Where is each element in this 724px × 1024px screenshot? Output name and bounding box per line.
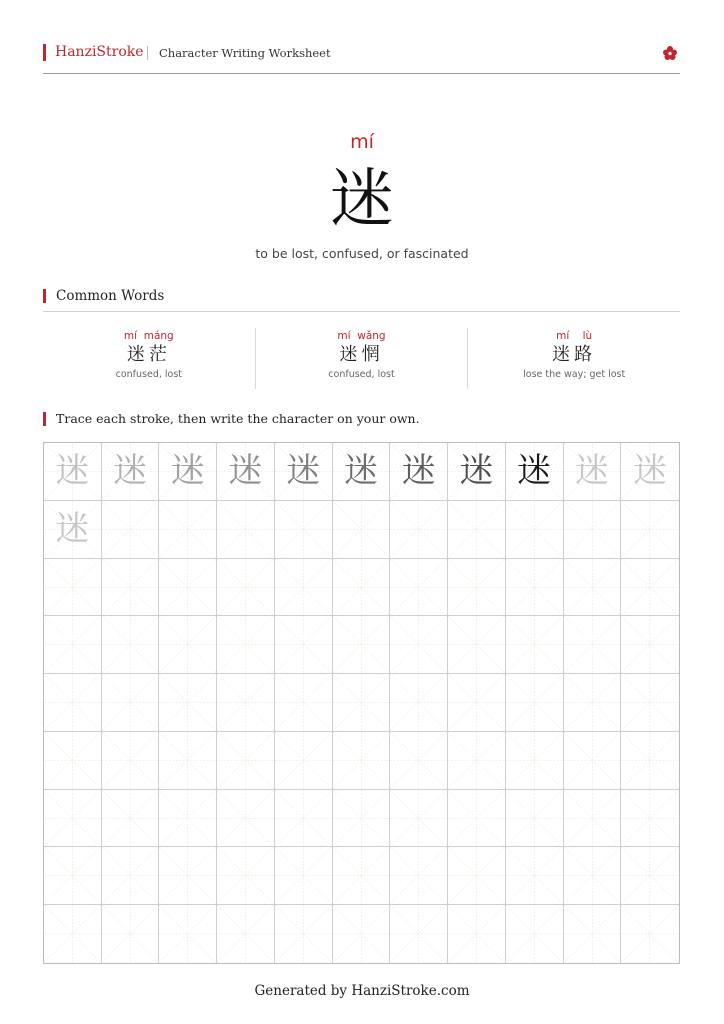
practice-cell[interactable] [44, 443, 102, 501]
stroke-order-step: 迷 [401, 451, 436, 492]
word-item [468, 328, 680, 389]
practice-cell[interactable] [564, 674, 622, 732]
practice-cell[interactable] [102, 905, 160, 963]
word-hanzi: 迷惘 [339, 344, 384, 365]
practice-cell[interactable] [275, 443, 333, 501]
practice-cell[interactable] [275, 501, 333, 559]
practice-cell[interactable] [333, 790, 391, 848]
practice-instruction: Trace each stroke, then write the character on your own. [56, 411, 420, 426]
stroke-order-step: 迷 [459, 451, 494, 492]
practice-cell[interactable] [159, 790, 217, 848]
practice-cell[interactable] [621, 732, 679, 790]
practice-cell[interactable] [506, 674, 564, 732]
practice-cell[interactable] [275, 790, 333, 848]
practice-cell[interactable] [506, 905, 564, 963]
practice-cell[interactable] [564, 847, 622, 905]
practice-cell[interactable] [506, 501, 564, 559]
practice-cell[interactable] [159, 501, 217, 559]
footer-credit: Generated by HanziStroke.com [254, 983, 470, 999]
practice-cell[interactable] [506, 443, 564, 501]
word-pinyin: mí lù [556, 330, 593, 342]
word-meaning: confused, lost [328, 369, 395, 380]
practice-cell[interactable] [44, 847, 102, 905]
trace-character: 迷 [55, 509, 90, 550]
section-divider [43, 311, 680, 312]
common-words-title: Common Words [56, 288, 165, 304]
stroke-order-step: 迷 [55, 451, 90, 492]
plum-blossom-icon [662, 45, 678, 61]
practice-cell[interactable] [217, 674, 275, 732]
practice-cell[interactable] [506, 847, 564, 905]
practice-cell[interactable] [621, 501, 679, 559]
practice-cell[interactable] [506, 616, 564, 674]
practice-cell[interactable] [333, 847, 391, 905]
practice-cell[interactable] [159, 616, 217, 674]
stroke-order-step: 迷 [343, 451, 378, 492]
practice-cell[interactable] [390, 790, 448, 848]
practice-cell[interactable] [275, 732, 333, 790]
practice-cell[interactable] [564, 905, 622, 963]
practice-cell[interactable] [217, 732, 275, 790]
practice-cell[interactable] [390, 501, 448, 559]
practice-cell[interactable] [159, 732, 217, 790]
practice-cell[interactable] [333, 905, 391, 963]
practice-cell[interactable] [448, 559, 506, 617]
stroke-order-step: 迷 [170, 451, 205, 492]
practice-cell[interactable] [390, 847, 448, 905]
practice-cell[interactable] [102, 732, 160, 790]
character-meaning: to be lost, confused, or fascinated [255, 246, 469, 261]
practice-cell[interactable] [217, 847, 275, 905]
practice-cell[interactable] [44, 559, 102, 617]
header-divider [147, 46, 148, 60]
practice-cell[interactable] [275, 616, 333, 674]
practice-cell[interactable] [159, 443, 217, 501]
practice-cell[interactable] [448, 905, 506, 963]
practice-cell[interactable] [102, 501, 160, 559]
practice-cell[interactable] [333, 674, 391, 732]
practice-cell[interactable] [159, 559, 217, 617]
practice-cell[interactable] [448, 443, 506, 501]
practice-cell[interactable] [217, 905, 275, 963]
practice-cell[interactable] [333, 443, 391, 501]
practice-cell[interactable] [448, 616, 506, 674]
word-meaning: confused, lost [115, 369, 183, 380]
practice-cell[interactable] [275, 905, 333, 963]
practice-cell[interactable] [44, 732, 102, 790]
practice-cell[interactable] [102, 847, 160, 905]
practice-cell[interactable] [333, 616, 391, 674]
practice-cell[interactable] [621, 674, 679, 732]
practice-cell[interactable] [217, 616, 275, 674]
practice-cell[interactable] [333, 732, 391, 790]
practice-cell[interactable] [275, 674, 333, 732]
practice-cell[interactable] [390, 443, 448, 501]
trace-character: 迷 [574, 451, 609, 492]
word-meaning: lose the way; get lost [523, 369, 626, 380]
practice-cell[interactable] [275, 847, 333, 905]
practice-cell[interactable] [564, 790, 622, 848]
practice-cell[interactable] [621, 905, 679, 963]
practice-cell[interactable] [564, 443, 622, 501]
practice-cell[interactable] [102, 443, 160, 501]
practice-cell[interactable] [102, 559, 160, 617]
practice-cell[interactable] [44, 501, 102, 559]
worksheet-header [43, 44, 680, 74]
practice-cell[interactable] [564, 501, 622, 559]
stroke-order-step: 迷 [286, 451, 321, 492]
practice-cell[interactable] [217, 559, 275, 617]
practice-cell[interactable] [217, 501, 275, 559]
character-pinyin: mí [350, 131, 374, 153]
practice-cell[interactable] [159, 674, 217, 732]
common-words-list [43, 328, 680, 389]
practice-cell[interactable] [621, 443, 679, 501]
word-pinyin: mí wǎng [337, 330, 386, 342]
practice-cell[interactable] [564, 559, 622, 617]
practice-cell[interactable] [390, 559, 448, 617]
practice-cell[interactable] [564, 616, 622, 674]
practice-cell[interactable] [506, 732, 564, 790]
practice-cell[interactable] [621, 847, 679, 905]
practice-cell[interactable] [448, 790, 506, 848]
word-hanzi: 迷茫 [126, 344, 171, 365]
stroke-order-step: 迷 [517, 451, 552, 492]
practice-cell[interactable] [159, 847, 217, 905]
practice-cell[interactable] [448, 732, 506, 790]
stroke-order-step: 迷 [228, 451, 263, 492]
worksheet-subtitle: Character Writing Worksheet [159, 46, 331, 60]
section-accent-bar [43, 412, 46, 426]
stroke-order-step: 迷 [113, 451, 148, 492]
practice-cell[interactable] [217, 790, 275, 848]
practice-cell[interactable] [448, 501, 506, 559]
practice-cell[interactable] [159, 905, 217, 963]
character-hanzi: 迷 [330, 163, 394, 237]
practice-cell[interactable] [44, 674, 102, 732]
section-accent-bar [43, 289, 46, 303]
practice-cell[interactable] [333, 501, 391, 559]
word-hanzi: 迷路 [552, 344, 597, 365]
word-item [43, 328, 256, 389]
practice-cell[interactable] [333, 559, 391, 617]
brand-accent-bar [43, 44, 46, 61]
practice-cell[interactable] [621, 559, 679, 617]
practice-grid [43, 442, 680, 964]
practice-cell[interactable] [102, 674, 160, 732]
practice-cell[interactable] [564, 732, 622, 790]
practice-cell[interactable] [621, 616, 679, 674]
practice-cell[interactable] [44, 616, 102, 674]
practice-cell[interactable] [506, 559, 564, 617]
practice-cell[interactable] [390, 905, 448, 963]
practice-cell[interactable] [621, 790, 679, 848]
practice-cell[interactable] [44, 905, 102, 963]
practice-cell[interactable] [102, 616, 160, 674]
practice-cell[interactable] [275, 559, 333, 617]
brand-name[interactable]: HanziStroke [55, 44, 144, 60]
practice-cell[interactable] [506, 790, 564, 848]
word-item [256, 328, 469, 389]
practice-cell[interactable] [44, 790, 102, 848]
practice-cell[interactable] [448, 674, 506, 732]
practice-cell[interactable] [448, 847, 506, 905]
practice-cell[interactable] [390, 616, 448, 674]
word-pinyin: mí máng [123, 330, 174, 342]
practice-cell[interactable] [217, 443, 275, 501]
trace-character: 迷 [633, 451, 668, 492]
practice-cell[interactable] [390, 674, 448, 732]
practice-cell[interactable] [102, 790, 160, 848]
practice-cell[interactable] [390, 732, 448, 790]
